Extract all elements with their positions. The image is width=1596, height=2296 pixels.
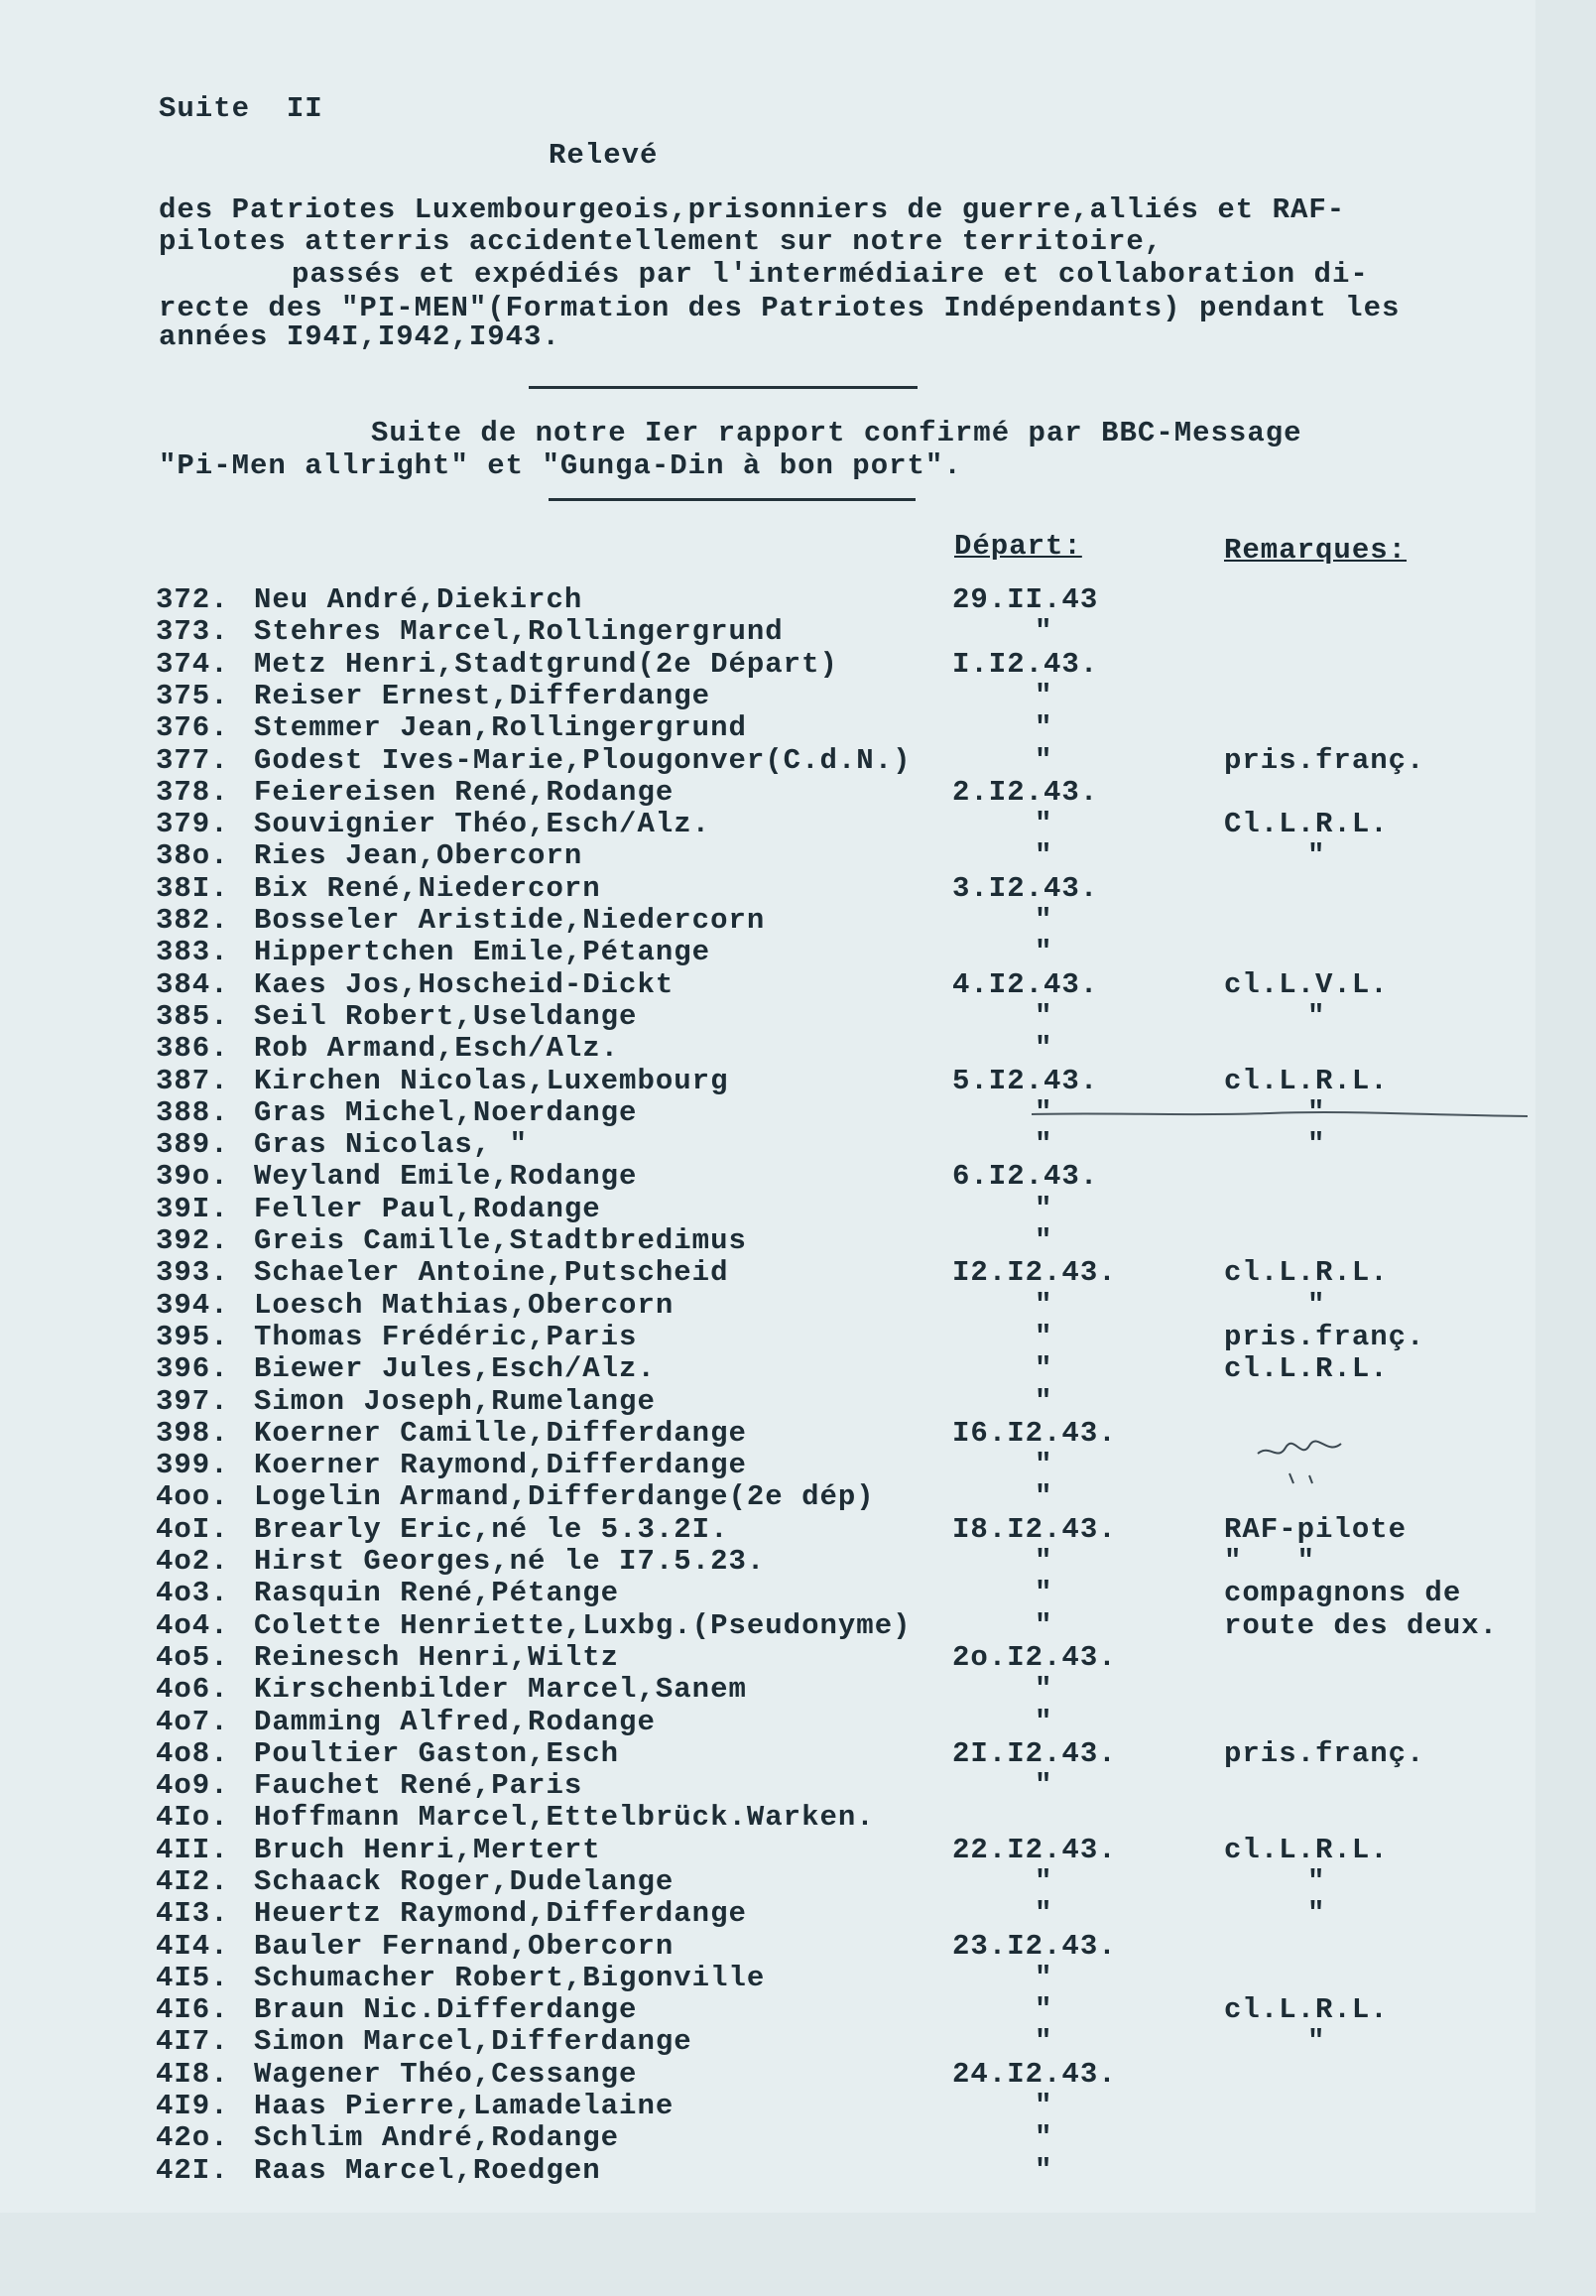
list-item	[0, 1290, 1535, 1322]
entry-remark: " "	[1224, 1545, 1316, 1578]
entry-date: "	[1035, 680, 1053, 712]
list-item	[0, 1931, 1535, 1963]
handwritten-mark	[1250, 1434, 1359, 1493]
entry-number: 4o6.	[156, 1673, 229, 1706]
entry-name: Haas Pierre,Lamadelaine	[254, 2090, 675, 2122]
entry-number: 4I9.	[156, 2090, 229, 2122]
entry-number: 42o.	[156, 2121, 229, 2154]
list-item	[0, 2122, 1535, 2154]
list-item	[0, 584, 1535, 616]
entry-remark: cl.L.R.L.	[1224, 1993, 1389, 2026]
entry-date: "	[1035, 1769, 1053, 1802]
entry-number: 4o7.	[156, 1706, 229, 1738]
entry-date: "	[1035, 808, 1053, 840]
list-item	[0, 1066, 1535, 1097]
list-item	[0, 1738, 1535, 1770]
entry-date: I2.I2.43.	[952, 1256, 1117, 1289]
entry-remark: "	[1307, 1128, 1326, 1161]
entry-remark: "	[1307, 1865, 1326, 1898]
list-item	[0, 2091, 1535, 2122]
entry-name: Simon Joseph,Rumelange	[254, 1385, 656, 1418]
entry-number: 377.	[156, 744, 229, 777]
entry-date: "	[1035, 1193, 1053, 1225]
entry-remark: "	[1307, 839, 1326, 872]
entry-number: 397.	[156, 1385, 229, 1418]
entry-date: "	[1035, 2121, 1053, 2154]
entry-date: I8.I2.43.	[952, 1513, 1117, 1546]
entry-number: 39o.	[156, 1160, 229, 1193]
entry-date: "	[1035, 1449, 1053, 1481]
entry-date: I6.I2.43.	[952, 1417, 1117, 1450]
entry-name: Greis Camille,Stadtbredimus	[254, 1224, 747, 1257]
entry-name: Loesch Mathias,Obercorn	[254, 1289, 675, 1322]
list-item	[0, 1386, 1535, 1418]
entry-name: Damming Alfred,Rodange	[254, 1706, 656, 1738]
entry-remark: Cl.L.R.L.	[1224, 808, 1389, 840]
intro-line: des Patriotes Luxembourgeois,prisonniers de guerre,alliés et RAF-	[159, 193, 1346, 226]
list-item	[0, 649, 1535, 681]
entry-date: "	[1035, 1609, 1053, 1642]
entry-number: 4I2.	[156, 1865, 229, 1898]
entry-date: "	[1035, 1706, 1053, 1738]
entry-name: Wagener Théo,Cessange	[254, 2058, 638, 2091]
entry-date: "	[1035, 1865, 1053, 1898]
entry-name: Feller Paul,Rodange	[254, 1193, 601, 1225]
entry-date: 22.I2.43.	[952, 1834, 1117, 1866]
entry-name: Neu André,Diekirch	[254, 583, 583, 616]
entry-date: "	[1035, 1993, 1053, 2026]
entry-date: "	[1035, 1224, 1053, 1257]
entry-name: Bauler Fernand,Obercorn	[254, 1930, 675, 1963]
separator-line	[529, 386, 918, 389]
list-item	[0, 1610, 1535, 1642]
entry-name: Logelin Armand,Differdange(2e dép)	[254, 1480, 875, 1513]
entry-number: 379.	[156, 808, 229, 840]
list-item	[0, 1257, 1535, 1289]
entry-name: Souvignier Théo,Esch/Alz.	[254, 808, 711, 840]
entry-date: 5.I2.43.	[952, 1065, 1099, 1097]
entry-date: "	[1035, 1289, 1053, 1322]
list-item	[0, 1353, 1535, 1385]
entry-number: 388.	[156, 1096, 229, 1129]
entry-number: 39I.	[156, 1193, 229, 1225]
column-header-remarques: Remarques:	[1224, 534, 1408, 567]
list-item	[0, 1161, 1535, 1193]
entry-name: Bruch Henri,Mertert	[254, 1834, 601, 1866]
entry-number: 385.	[156, 1000, 229, 1033]
entry-remark: route des deux.	[1224, 1609, 1499, 1642]
list-item	[0, 745, 1535, 777]
entry-number: 399.	[156, 1449, 229, 1481]
intro-line: passés et expédiés par l'intermédiaire et collaboration di-	[292, 258, 1369, 291]
entry-number: 389.	[156, 1128, 229, 1161]
entry-date: "	[1035, 904, 1053, 937]
list-item	[0, 809, 1535, 840]
entry-date: "	[1035, 1385, 1053, 1418]
entry-remark: "	[1307, 1289, 1326, 1322]
entry-name: Weyland Emile,Rodange	[254, 1160, 638, 1193]
list-item	[0, 905, 1535, 937]
entry-number: 42I.	[156, 2154, 229, 2187]
handwritten-stroke	[1032, 1106, 1528, 1122]
entry-name: Metz Henri,Stadtgrund(2e Départ)	[254, 648, 838, 681]
entry-name: Kirschenbilder Marcel,Sanem	[254, 1673, 747, 1706]
entry-name: Hoffmann Marcel,Ettelbrück.Warken.	[254, 1801, 875, 1834]
entry-date: "	[1035, 1032, 1053, 1065]
entry-date: "	[1035, 1128, 1053, 1161]
entry-date: 6.I2.43.	[952, 1160, 1099, 1193]
entry-remark: "	[1307, 2025, 1326, 2058]
entry-number: 387.	[156, 1065, 229, 1097]
entry-number: 396.	[156, 1352, 229, 1385]
list-item	[0, 681, 1535, 712]
entry-number: 375.	[156, 680, 229, 712]
entry-number: 4I4.	[156, 1930, 229, 1963]
entry-number: 392.	[156, 1224, 229, 1257]
entry-name: Raas Marcel,Roedgen	[254, 2154, 601, 2187]
entry-name: Rob Armand,Esch/Alz.	[254, 1032, 620, 1065]
list-item	[0, 1578, 1535, 1609]
entry-name: Braun Nic.Differdange	[254, 1993, 638, 2026]
entry-name: Stehres Marcel,Rollingergrund	[254, 615, 784, 648]
entry-name: Fauchet René,Paris	[254, 1769, 583, 1802]
entry-date: "	[1035, 1673, 1053, 1706]
entry-name: Feiereisen René,Rodange	[254, 776, 675, 809]
entry-number: 4o5.	[156, 1641, 229, 1674]
entry-number: 38o.	[156, 839, 229, 872]
entry-name: Reinesch Henri,Wiltz	[254, 1641, 620, 1674]
entry-date: "	[1035, 1096, 1053, 1129]
column-header-depart: Départ:	[954, 530, 1082, 563]
entry-date: "	[1035, 744, 1053, 777]
entry-name: Biewer Jules,Esch/Alz.	[254, 1352, 656, 1385]
suite-heading: Suite II	[159, 92, 323, 125]
entry-remark: cl.L.R.L.	[1224, 1352, 1389, 1385]
entry-number: 4I6.	[156, 1993, 229, 2026]
entry-date: I.I2.43.	[952, 648, 1099, 681]
entry-number: 4I8.	[156, 2058, 229, 2091]
entry-number: 4oI.	[156, 1513, 229, 1546]
entry-remark: "	[1307, 1897, 1326, 1930]
entry-date: "	[1035, 1897, 1053, 1930]
list-item	[0, 1033, 1535, 1065]
list-item	[0, 873, 1535, 905]
entry-name: Brearly Eric,né le 5.3.2I.	[254, 1513, 729, 1546]
separator-line	[549, 498, 916, 501]
entry-date: "	[1035, 1352, 1053, 1385]
intro-line: recte des "PI-MEN"(Formation des Patriotes Indépendants) pendant les	[159, 292, 1401, 324]
entry-date: 2o.I2.43.	[952, 1641, 1117, 1674]
entry-date: 3.I2.43.	[952, 872, 1099, 905]
entry-name: Colette Henriette,Luxbg.(Pseudonyme)	[254, 1609, 912, 1642]
entry-remark: pris.franç.	[1224, 1321, 1425, 1353]
entry-date: "	[1035, 1480, 1053, 1513]
entry-name: Bix René,Niedercorn	[254, 872, 601, 905]
entry-number: 4Io.	[156, 1801, 229, 1834]
entry-name: Gras Michel,Noerdange	[254, 1096, 638, 1129]
confirm-line: "Pi-Men allright" et "Gunga-Din à bon port".	[159, 449, 962, 482]
entry-name: Thomas Frédéric,Paris	[254, 1321, 638, 1353]
entry-name: Stemmer Jean,Rollingergrund	[254, 711, 747, 744]
entry-number: 376.	[156, 711, 229, 744]
list-item	[0, 937, 1535, 968]
list-item	[0, 969, 1535, 1001]
entry-remark: "	[1307, 1000, 1326, 1033]
list-item	[0, 1707, 1535, 1738]
list-item	[0, 1963, 1535, 1994]
entry-date: "	[1035, 1545, 1053, 1578]
entry-name: Koerner Raymond,Differdange	[254, 1449, 747, 1481]
entry-remark: pris.franç.	[1224, 1737, 1425, 1770]
list-item	[0, 1770, 1535, 1802]
entry-number: 4I3.	[156, 1897, 229, 1930]
list-item	[0, 840, 1535, 872]
list-item	[0, 1514, 1535, 1546]
entry-name: Simon Marcel,Differdange	[254, 2025, 692, 2058]
entry-number: 372.	[156, 583, 229, 616]
entry-date: 23.I2.43.	[952, 1930, 1117, 1963]
list-item	[0, 1674, 1535, 1706]
list-item	[0, 1322, 1535, 1353]
list-item	[0, 1802, 1535, 1834]
entry-name: Hippertchen Emile,Pétange	[254, 936, 711, 968]
entry-date: "	[1035, 2090, 1053, 2122]
entry-date: "	[1035, 2154, 1053, 2187]
entry-name: Hirst Georges,né le I7.5.23.	[254, 1545, 766, 1578]
entry-number: 4oo.	[156, 1480, 229, 1513]
entry-remark: "	[1307, 1096, 1326, 1129]
entry-name: Kaes Jos,Hoscheid-Dickt	[254, 968, 675, 1001]
list-item	[0, 1642, 1535, 1674]
intro-line: pilotes atterris accidentellement sur notre territoire,	[159, 225, 1164, 258]
list-item	[0, 2026, 1535, 2058]
list-item	[0, 1194, 1535, 1225]
entry-number: 4II.	[156, 1834, 229, 1866]
entry-date: 2.I2.43.	[952, 776, 1099, 809]
confirm-line: Suite de notre Ier rapport confirmé par BBC-Message	[371, 417, 1302, 449]
entry-number: 374.	[156, 648, 229, 681]
entry-number: 4o4.	[156, 1609, 229, 1642]
entry-number: 394.	[156, 1289, 229, 1322]
list-item	[0, 1835, 1535, 1866]
entry-date: 4.I2.43.	[952, 968, 1099, 1001]
document-title: Relevé	[549, 139, 659, 172]
list-item	[0, 777, 1535, 809]
entry-date: 24.I2.43.	[952, 2058, 1117, 2091]
entry-number: 382.	[156, 904, 229, 937]
list-item	[0, 2059, 1535, 2091]
list-item	[0, 1225, 1535, 1257]
entry-number: 398.	[156, 1417, 229, 1450]
entry-number: 4I7.	[156, 2025, 229, 2058]
entry-date: "	[1035, 711, 1053, 744]
list-item	[0, 1129, 1535, 1161]
entry-date: "	[1035, 2025, 1053, 2058]
entry-number: 38I.	[156, 872, 229, 905]
entry-number: 383.	[156, 936, 229, 968]
entry-name: Koerner Camille,Differdange	[254, 1417, 747, 1450]
list-item	[0, 712, 1535, 744]
entry-name: Schaeler Antoine,Putscheid	[254, 1256, 729, 1289]
entry-name: Heuertz Raymond,Differdange	[254, 1897, 747, 1930]
entry-date: "	[1035, 1577, 1053, 1609]
list-item	[0, 1866, 1535, 1898]
entry-remark: cl.L.R.L.	[1224, 1065, 1389, 1097]
entry-name: Schumacher Robert,Bigonville	[254, 1962, 766, 1994]
list-item	[0, 1994, 1535, 2026]
entry-number: 4I5.	[156, 1962, 229, 1994]
entry-name: Gras Nicolas, "	[254, 1128, 529, 1161]
entry-date: 2I.I2.43.	[952, 1737, 1117, 1770]
entry-number: 386.	[156, 1032, 229, 1065]
list-item	[0, 1001, 1535, 1033]
entry-name: Kirchen Nicolas,Luxembourg	[254, 1065, 729, 1097]
entry-number: 4o2.	[156, 1545, 229, 1578]
entry-name: Ries Jean,Obercorn	[254, 839, 583, 872]
entry-name: Poultier Gaston,Esch	[254, 1737, 620, 1770]
list-item	[0, 1546, 1535, 1578]
entry-remark: cl.L.R.L.	[1224, 1256, 1389, 1289]
entry-date: "	[1035, 1321, 1053, 1353]
entry-name: Schaack Roger,Dudelange	[254, 1865, 675, 1898]
entry-name: Schlim André,Rodange	[254, 2121, 620, 2154]
entry-date: "	[1035, 1000, 1053, 1033]
list-item	[0, 1898, 1535, 1930]
entry-remark: compagnons de	[1224, 1577, 1462, 1609]
entry-remark: pris.franç.	[1224, 744, 1425, 777]
entry-number: 373.	[156, 615, 229, 648]
entry-date: "	[1035, 615, 1053, 648]
entry-name: Godest Ives-Marie,Plougonver(C.d.N.)	[254, 744, 912, 777]
list-item	[0, 2155, 1535, 2187]
entry-name: Reiser Ernest,Differdange	[254, 680, 711, 712]
entry-number: 384.	[156, 968, 229, 1001]
entry-name: Rasquin René,Pétange	[254, 1577, 620, 1609]
entry-remark: cl.L.V.L.	[1224, 968, 1389, 1001]
entry-number: 4o9.	[156, 1769, 229, 1802]
entry-number: 393.	[156, 1256, 229, 1289]
entry-date: "	[1035, 936, 1053, 968]
intro-line: années I94I,I942,I943.	[159, 320, 560, 353]
entry-number: 4o3.	[156, 1577, 229, 1609]
entry-remark: cl.L.R.L.	[1224, 1834, 1389, 1866]
entry-name: Seil Robert,Useldange	[254, 1000, 638, 1033]
entry-name: Bosseler Aristide,Niedercorn	[254, 904, 766, 937]
entry-date: 29.II.43	[952, 583, 1099, 616]
entry-number: 395.	[156, 1321, 229, 1353]
entry-date: "	[1035, 1962, 1053, 1994]
list-item	[0, 616, 1535, 648]
entry-remark: RAF-pilote	[1224, 1513, 1408, 1546]
entry-date: "	[1035, 839, 1053, 872]
entry-number: 4o8.	[156, 1737, 229, 1770]
entry-number: 378.	[156, 776, 229, 809]
